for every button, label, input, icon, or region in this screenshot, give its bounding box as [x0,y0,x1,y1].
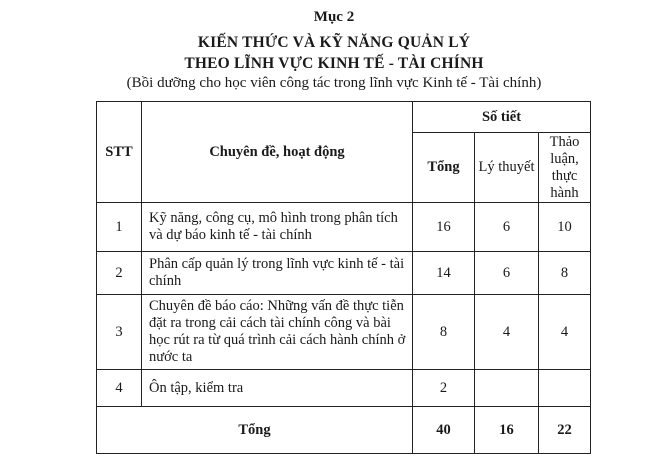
row-discussion: 10 [539,203,591,252]
row-total: 14 [413,252,475,295]
total-sum: 40 [413,407,475,454]
row-theory [475,370,539,407]
row-topic: Ôn tập, kiểm tra [142,370,413,407]
document-subtitle: (Bồi dưỡng cho học viên công tác trong lĩnh vực Kinh tế - Tài chính) [126,75,542,91]
row-total: 2 [413,370,475,407]
document-title-line-1: KIẾN THỨC VÀ KỸ NĂNG QUẢN LÝ [197,34,471,51]
table-total-row [97,407,591,454]
row-stt: 3 [97,295,142,370]
header-total: Tổng [413,133,475,203]
header-topic: Chuyên đề, hoạt động [142,102,413,203]
document-title-line-2: THEO LĨNH VỰC KINH TẾ - TÀI CHÍNH [184,55,484,72]
table-header-row [97,102,591,133]
total-discussion: 22 [539,407,591,454]
row-topic: Chuyên đề báo cáo: Những vấn đề thực tiễn đặt ra trong cải cách tài chính công và bài học rút ra từ quá trình cải cách hành chính ở nước ta [142,295,413,370]
row-total: 8 [413,295,475,370]
header-theory: Lý thuyết [475,133,539,203]
table-row [97,370,591,407]
header-stt: STT [97,102,142,203]
row-discussion: 4 [539,295,591,370]
row-theory: 6 [475,203,539,252]
row-topic: Kỹ năng, công cụ, mô hình trong phân tích và dự báo kinh tế - tài chính [142,203,413,252]
total-label: Tổng [97,407,413,454]
total-theory: 16 [475,407,539,454]
row-stt: 4 [97,370,142,407]
row-theory: 6 [475,252,539,295]
table-row [97,252,591,295]
row-total: 16 [413,203,475,252]
header-discussion: Thảo luận, thực hành [539,133,591,203]
table-row [97,203,591,252]
row-theory: 4 [475,295,539,370]
table-row [97,295,591,370]
row-stt: 1 [97,203,142,252]
row-topic: Phân cấp quản lý trong lĩnh vực kinh tế - tài chính [142,252,413,295]
row-stt: 2 [97,252,142,295]
row-discussion: 8 [539,252,591,295]
section-label: Mục 2 [313,9,355,25]
row-discussion [539,370,591,407]
curriculum-table [96,101,591,454]
header-periods: Số tiết [413,102,591,133]
